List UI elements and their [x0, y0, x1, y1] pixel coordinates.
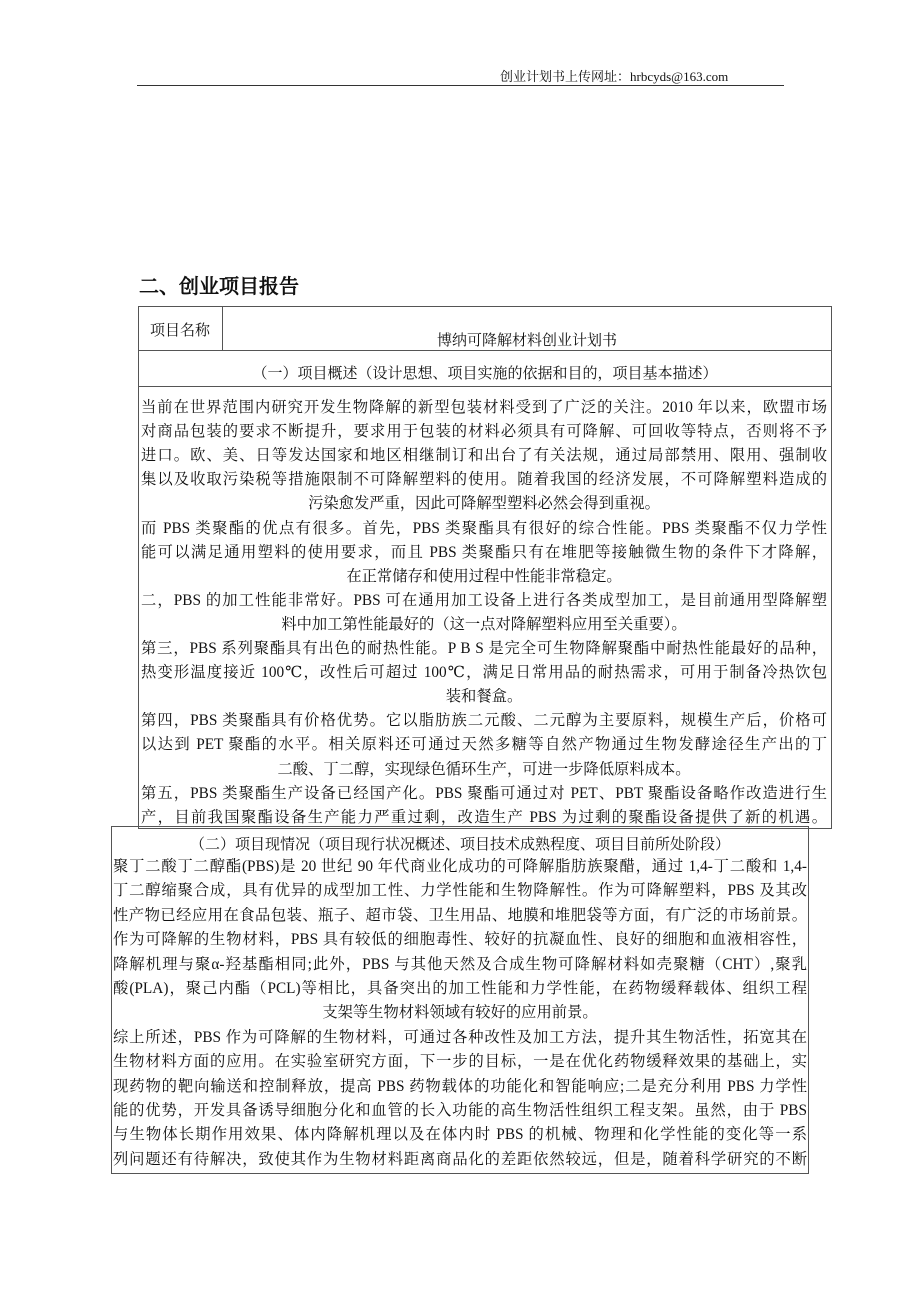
- paragraph-line: 以达到 PET 聚酯的水平。相关原料还可通过天然多糖等自然产物通过生物发酵途径生产出的丁: [141, 736, 827, 754]
- paragraph-line: 第三，PBS 系列聚酯具有出色的耐热性能。P B S 是完全可生物降解聚酯中耐热性能最好的品种，: [141, 640, 827, 657]
- paragraph-line: 当前在世界范围内研究开发生物降解的新型包装材料受到了广泛的关注。2010 年以来，欧盟市场: [141, 399, 827, 416]
- paragraph-line: 对商品包装的要求不断提升，要求用于包装的材料必须具有可降解、可回收等特点，否则将不予: [141, 423, 827, 441]
- upload-url-header: 创业计划书上传网址：hrbcyds@163.com: [500, 69, 729, 84]
- paragraph-line: 二，PBS 的加工性能非常好。PBS 可在通用加工设备上进行各类成型加工，是目前通用型降解塑: [141, 591, 827, 609]
- paragraph-line: 热变形温度接近 100℃，改性后可超过 100℃，满足日常用品的耐热需求，可用于制备冷热饮包: [141, 664, 827, 682]
- paragraph-line: 支架等生物材料领域有较好的应用前景。: [322, 1004, 598, 1022]
- overview-title: （一）项目概述（设计思想、项目实施的依据和目的，项目基本描述）: [252, 366, 718, 382]
- paragraph-line: 进口。欧、美、日等发达国家和地区相继制订和出台了有关法规，通过局部禁用、限用、强制收: [141, 447, 827, 465]
- paragraph-line: 聚丁二酸丁二醇酯(PBS)是 20 世纪 90 年代商业化成功的可降解脂肪族聚醋，通过 1,4-丁二酸和 1,4-: [113, 858, 807, 875]
- paragraph-line: 第五，PBS 类聚酯生产设备已经国产化。PBS 聚酯可通过对 PET、PBT 聚酯设备略作改造进行生: [141, 784, 827, 802]
- paragraph-line: 作为可降解的生物材料，PBS 具有较低的细胞毒性、较好的抗凝血性、良好的细胞和血液相容性，: [113, 931, 807, 949]
- paragraph-line: 装和餐盒。: [445, 688, 523, 706]
- paragraph-line: 与生物体长期作用效果、体内降解机理以及在体内时 PBS 的机械、物理和化学性能的变化等一系: [113, 1126, 807, 1144]
- paragraph-line: 而 PBS 类聚酯的优点有很多。首先，PBS 类聚酯具有很好的综合性能。PBS 类聚酯不仅力学性: [141, 519, 827, 537]
- paragraph-line: 综上所述，PBS 作为可降解的生物材料，可通过各种改性及加工方法，提升其生物活性，拓宽其在: [113, 1028, 807, 1046]
- paragraph-line: 现药物的靶向输送和控制释放，提高 PBS 药物载体的功能化和智能响应;二是充分利用 PBS 力学性: [113, 1077, 807, 1095]
- project-name-value: 博纳可降解材料创业计划书: [436, 333, 617, 349]
- paragraph-line: 丁二醇缩聚合成，具有优异的成型加工性、力学性能和生物降解性。作为可降解塑料，PBS 及其改: [113, 882, 807, 900]
- overview-row-divider: [138, 386, 832, 387]
- paragraph-line: 污染愈发严重，因此可降解型塑料必然会得到重视。: [308, 495, 660, 513]
- paragraph-line: 能可以满足通用塑料的使用要求，而且 PBS 类聚酯只有在堆肥等接触微生物的条件下才降解，: [141, 543, 827, 561]
- paragraph-line: 能的优势，开发具备诱导细胞分化和血管的长入功能的高生物活性组织工程支架。虽然，由于 PBS: [113, 1102, 807, 1119]
- header-divider: [137, 85, 784, 86]
- project-name-label: 项目名称: [150, 323, 211, 339]
- paragraph-line: 二酸、丁二醇，实现绿色循环生产，可进一步降低原料成本。: [277, 760, 691, 778]
- paragraph-line: 产，目前我国聚酯设备生产能力严重过剩，改造生产 PBS 为过剩的聚酯设备提供了新的机遇。: [141, 808, 827, 826]
- name-row-divider: [138, 350, 832, 351]
- paragraph-line: 集以及收取污染税等措施限制不可降解塑料的使用。随着我国的经济发展，不可降解塑料造成的: [141, 471, 827, 489]
- status-title: （二）项目现情况（项目现行状况概述、项目技术成熟程度、项目目前所处阶段）: [189, 837, 730, 853]
- paragraph-line: 列问题还有待解决，致使其作为生物材料距离商品化的差距依然较远，但是，随着科学研究的不断: [113, 1150, 807, 1168]
- paragraph-line: 性产物已经应用在食品包装、瓶子、超市袋、卫生用品、地膜和堆肥袋等方面，有广泛的市场前景。: [113, 906, 807, 924]
- paragraph-line: 生物材料方面的应用。在实验室研究方面，下一步的目标，一是在优化药物缓释效果的基础上，实: [113, 1053, 807, 1071]
- paragraph-line: 在正常储存和使用过程中性能非常稳定。: [346, 567, 622, 585]
- paragraph-line: 第四，PBS 类聚酯具有价格优势。它以脂肪族二元酸、二元醇为主要原料，规模生产后，价格可: [141, 712, 827, 730]
- paragraph-line: 料中加工第性能最好的（这一点对降解塑料应用至关重要）。: [281, 615, 687, 633]
- paragraph-line: 降解机理与聚α-羟基酯相同;此外，PBS 与其他天然及合成生物可降解材料如壳聚糖（CHT）,聚乳: [113, 955, 807, 973]
- paragraph-line: 酸(PLA)，聚己内酯（PCL)等相比，具备突出的加工性能和力学性能，在药物缓释载体、组织工程: [113, 980, 807, 997]
- section-title: 二、创业项目报告: [139, 274, 299, 298]
